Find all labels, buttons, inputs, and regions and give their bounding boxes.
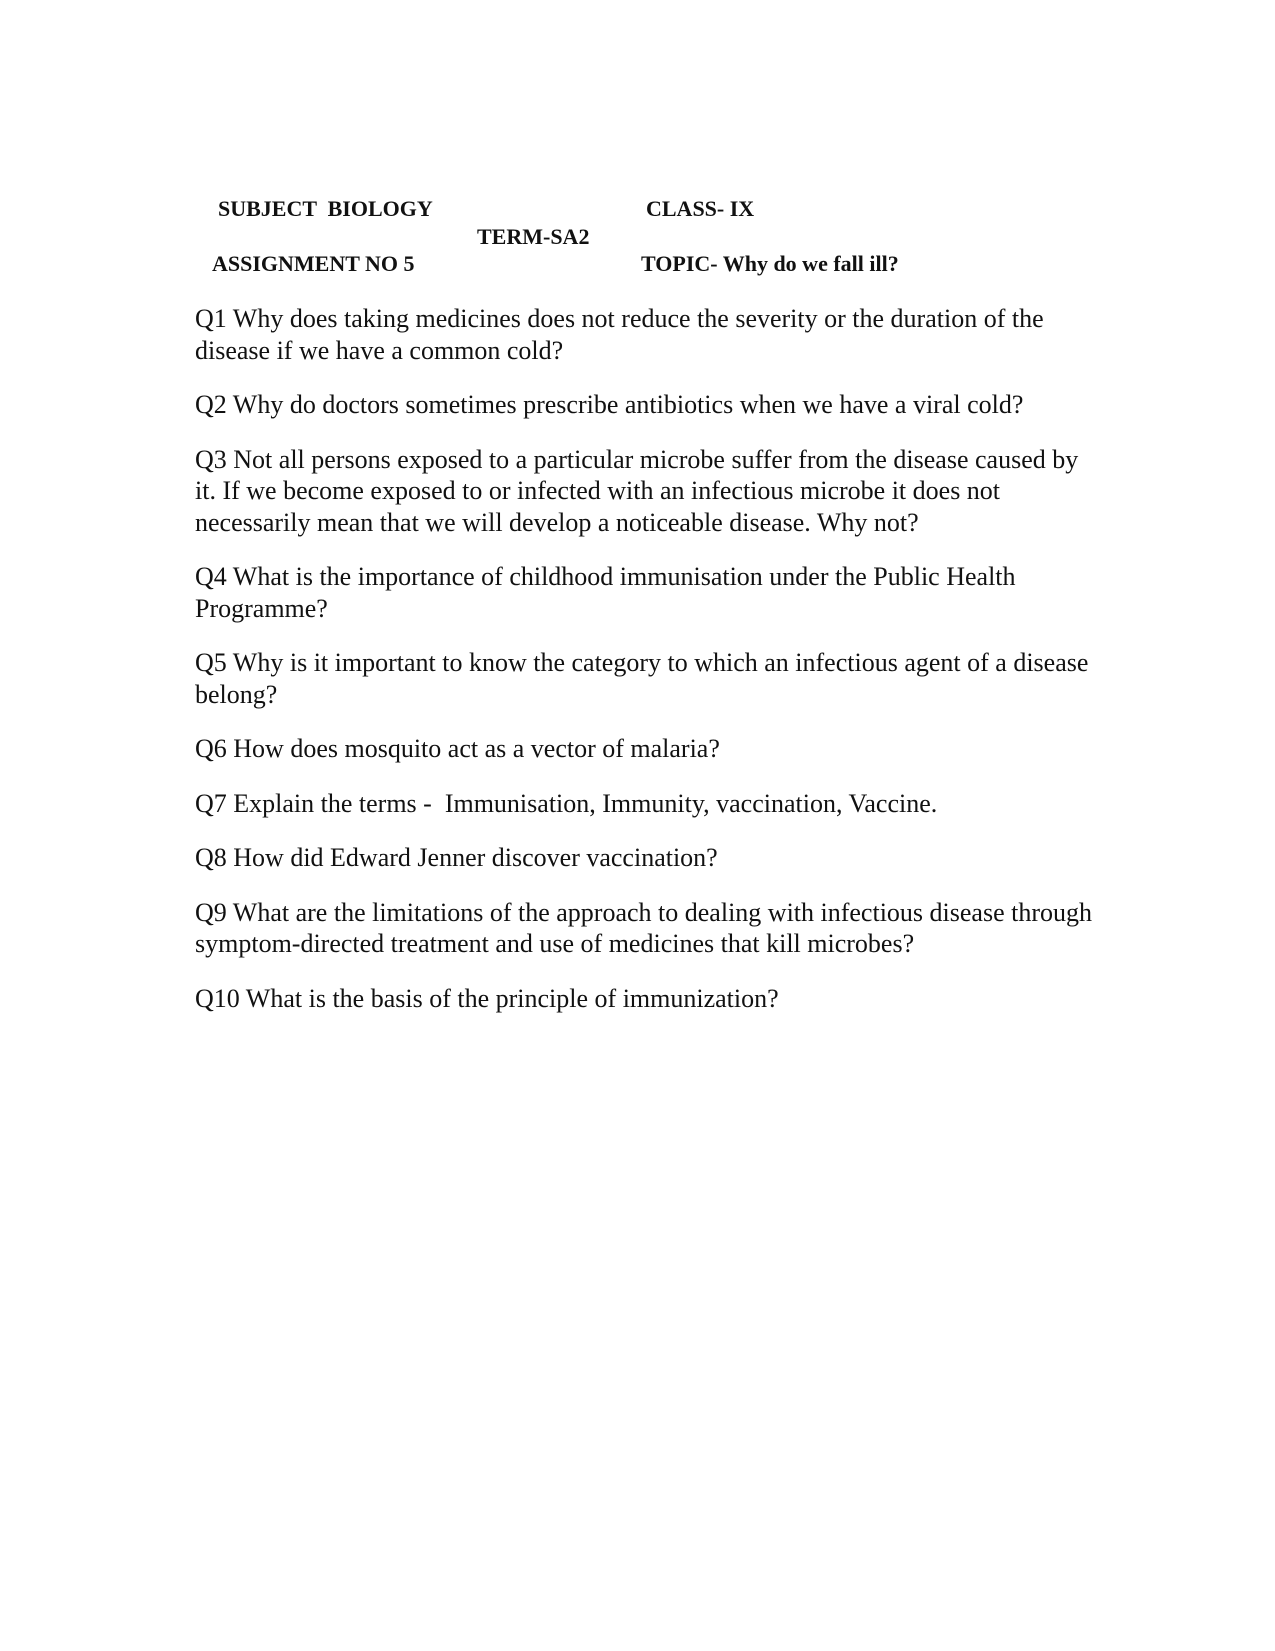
question-item: Q3 Not all persons exposed to a particular microbe suffer from the disease caused by it. If we become exposed to or infected with an infectious microbe it does not necessarily mean that we will develop a noticeable disease. Why not? bbox=[195, 444, 1079, 537]
question-item: Q8 How did Edward Jenner discover vaccination? bbox=[195, 843, 718, 872]
assignment-number: ASSIGNMENT NO 5 bbox=[212, 251, 415, 276]
class-label: CLASS- IX bbox=[646, 196, 755, 221]
question-item: Q5 Why is it important to know the category to which an infectious agent of a disease belong? bbox=[195, 648, 1089, 709]
question-item: Q7 Explain the terms - Immunisation, Immunity, vaccination, Vaccine. bbox=[195, 788, 938, 818]
question-item: Q10 What is the basis of the principle of immunization? bbox=[195, 983, 779, 1013]
question-item: Q1 Why does taking medicines does not reduce the severity or the duration of the disease if we have a common cold? bbox=[195, 304, 1044, 365]
question-item: Q4 What is the importance of childhood immunisation under the Public Health Programme? bbox=[195, 562, 1016, 623]
question-item: Q9 What are the limitations of the approach to dealing with infectious disease through symptom-directed treatment and use of medicines that kill microbes? bbox=[195, 897, 1092, 958]
topic-label: TOPIC- Why do we fall ill? bbox=[641, 251, 899, 276]
question-list bbox=[195, 303, 1095, 1037]
term-label: TERM-SA2 bbox=[477, 224, 590, 249]
subject-label: SUBJECT BIOLOGY bbox=[218, 196, 433, 221]
question-item: Q6 How does mosquito act as a vector of malaria? bbox=[195, 734, 720, 763]
question-item: Q2 Why do doctors sometimes prescribe antibiotics when we have a viral cold? bbox=[195, 390, 1024, 419]
